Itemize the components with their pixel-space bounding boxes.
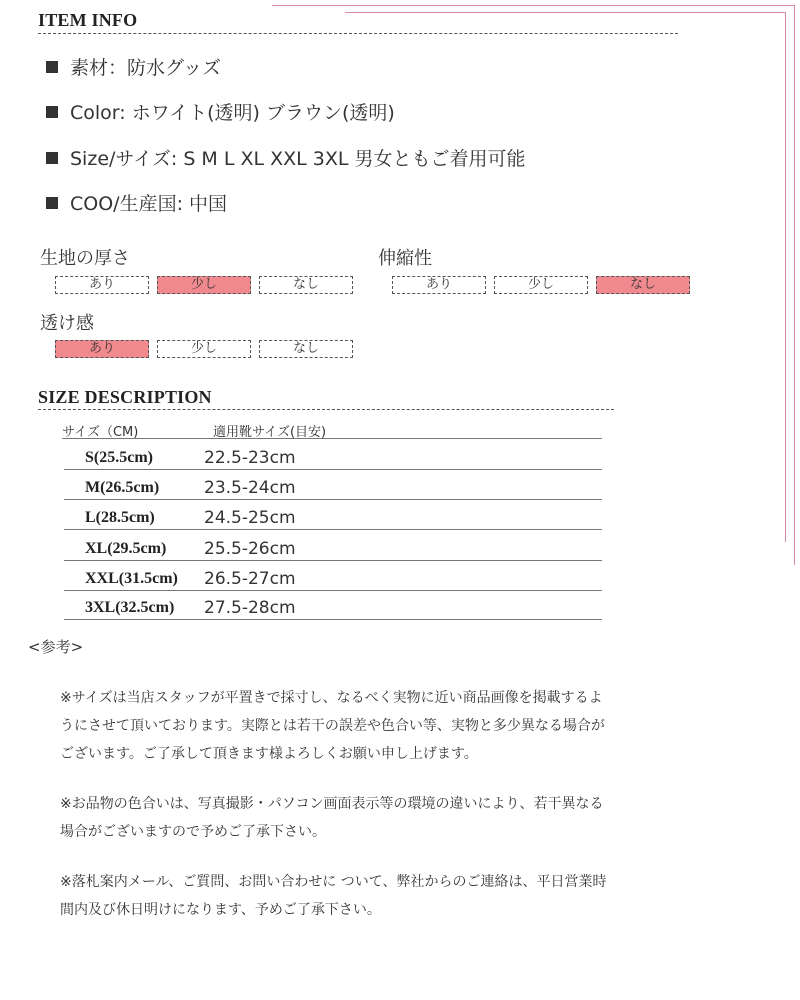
size-description-title: SIZE DESCRIPTION	[38, 387, 212, 407]
frame-line-right-outer	[794, 5, 795, 565]
attr-transparency-option: なし	[259, 340, 353, 358]
info-size: Size/サイズ: S M L XL XXL 3XL 男女ともご着用可能	[46, 144, 526, 171]
bullet-square-icon	[46, 106, 58, 118]
item-info-title: ITEM INFO	[38, 10, 138, 30]
info-coo: COO/生産国: 中国	[46, 189, 227, 216]
attr-stretch-option: あり	[392, 276, 486, 294]
size-row	[64, 440, 602, 470]
shoe-size-value: 26.5-27cm	[204, 569, 296, 589]
size-column-header: サイズ（CM)	[62, 425, 139, 440]
bullet-square-icon	[46, 197, 58, 209]
shoe-size-value: 22.5-23cm	[204, 448, 296, 468]
size-value: XXL(31.5cm)	[85, 570, 178, 587]
info-material: 素材：防水グッズ	[46, 53, 221, 80]
size-value: S(25.5cm)	[85, 449, 153, 466]
attr-stretch-option: 少し	[494, 276, 588, 294]
size-value: L(28.5cm)	[85, 509, 155, 526]
frame-line-top-outer	[272, 5, 794, 6]
frame-line-right-inner	[785, 12, 786, 542]
note-contact: ※落札案内メール、ご質問、お問い合わせに ついて、弊社からのご連絡は、平日営業時 間内及び休日明けになります、予めご了承下さい。	[60, 874, 607, 918]
size-value: XL(29.5cm)	[85, 540, 167, 557]
size-row	[64, 500, 602, 530]
attr-thickness-label: 生地の厚さ	[40, 248, 130, 269]
attr-stretch-option: なし	[596, 276, 690, 294]
size-row	[64, 561, 602, 591]
size-value: M(26.5cm)	[85, 479, 160, 496]
shoe-size-column-header: 適用靴サイズ(目安)	[213, 425, 327, 440]
shoe-size-value: 24.5-25cm	[204, 508, 296, 528]
note-color: ※お品物の色合いは、写真撮影・パソコン画面表示等の環境の違いにより、若干異なる 場合がございますので予めご了承下さい。	[60, 796, 604, 840]
bullet-square-icon	[46, 61, 58, 73]
size-row	[64, 531, 602, 561]
size-row	[64, 590, 602, 620]
frame-line-top-inner	[345, 12, 785, 13]
reference-title: <参考>	[28, 638, 84, 656]
attr-transparency-option: 少し	[157, 340, 251, 358]
attr-thickness-option: なし	[259, 276, 353, 294]
size-description-divider	[38, 409, 614, 410]
shoe-size-value: 23.5-24cm	[204, 478, 296, 498]
attr-transparency-label: 透け感	[40, 313, 94, 334]
shoe-size-value: 27.5-28cm	[204, 598, 296, 618]
attr-stretch-label: 伸縮性	[378, 248, 432, 269]
size-row	[64, 470, 602, 500]
attr-thickness-option: あり	[55, 276, 149, 294]
info-color: Color: ホワイト(透明) ブラウン(透明)	[46, 98, 395, 125]
header-underline	[62, 438, 602, 439]
attr-transparency-option: あり	[55, 340, 149, 358]
item-info-divider	[38, 33, 678, 34]
note-size: ※サイズは当店スタッフが平置きで採寸し、なるべく実物に近い商品画像を掲載するよ うにさせて頂いております。実際とは若干の誤差や色合い等、実物と多少異なる場合が ございます。ご了承して頂きます様よろしくお願い申し上げます。	[60, 690, 605, 762]
shoe-size-value: 25.5-26cm	[204, 539, 296, 559]
bullet-square-icon	[46, 152, 58, 164]
size-value: 3XL(32.5cm)	[85, 599, 175, 616]
attr-thickness-option: 少し	[157, 276, 251, 294]
